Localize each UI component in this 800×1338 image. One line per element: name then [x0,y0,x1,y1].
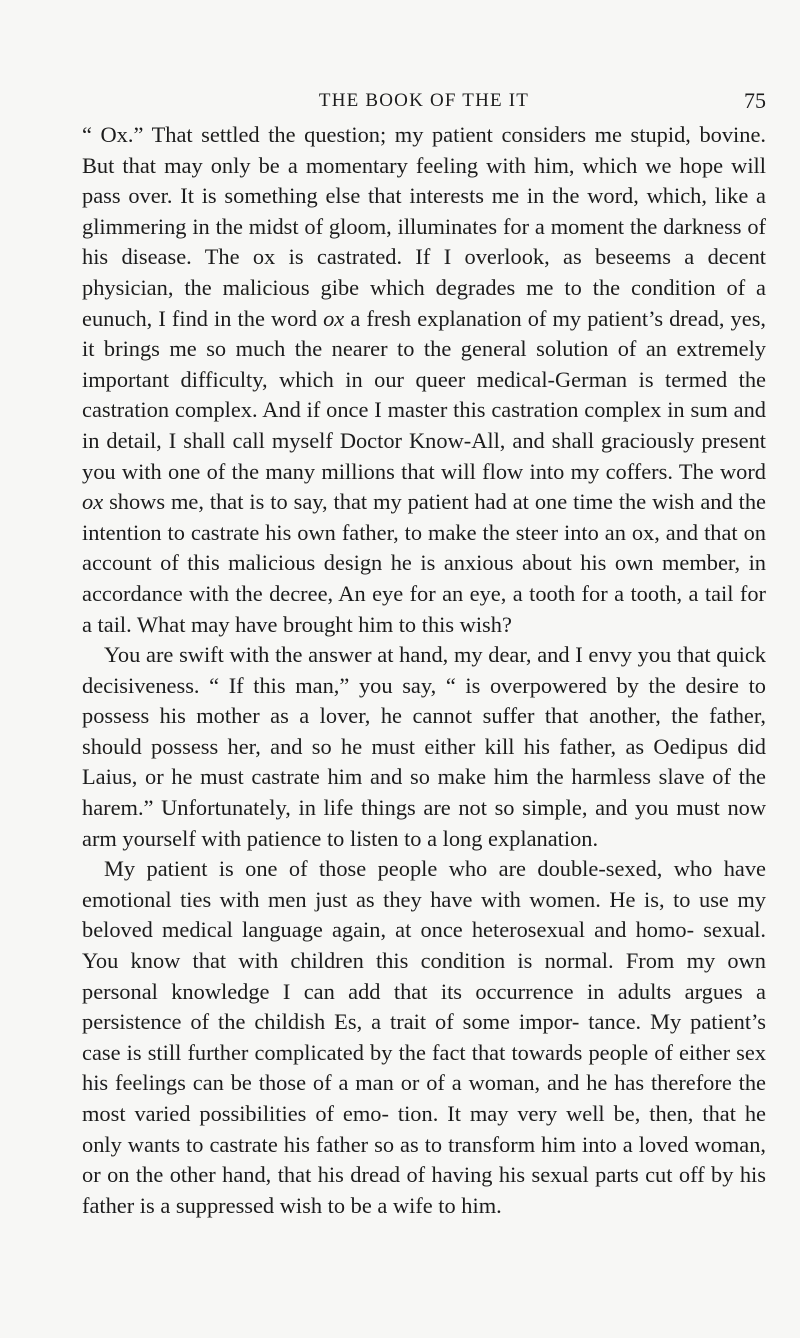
paragraph: My patient is one of those people who are double-sexed, who have emotional ties with men just as they have with women. He is, to use my beloved medical language again, at once heterosexual and homo- sexual. You know that with children this condition is normal. From my own personal knowledge I can add that its occurrence in adults argues a persistence of the childish Es, a trait of some impor- tance. My patient’s case is still further complicated by the fact that towards people of either sex his feelings can be those of a man or of a woman, and he has therefore the most varied possibilities of emo- tion. It may very well be, then, that he only wants to castrate his father so as to transform him into a loved woman, or on the other hand, that his dread of having his sexual parts cut off by his father is a suppressed wish to be a wife to him. [82,856,766,1218]
running-head-title: THE BOOK OF THE IT [318,90,530,111]
page-number: 75 [744,88,766,113]
running-head [82,86,766,116]
paragraph-text: a fresh explanation of my patient’s dread, yes, it brings me so much the nearer to the general solution of an extremely important difficulty, which in our queer medical-German is termed the castration complex. And if once I master this castration complex in sum and in detail, I shall call myself Doctor Know-All, and shall graciously present you with one of the many millions that will flow into my coffers. The word [82,305,767,484]
paragraph [82,120,766,640]
italic-word: ox [323,305,345,331]
body-text [82,120,766,1221]
paragraph-text: shows me, that is to say, that my patient had at one time the wish and the intention to castrate his own father, to make the steer into an ox, and that on account of this malicious design he is anxious about his own member, in accordance with the decree, An eye for an eye, a tooth for a tooth, a tail for a tail. What may have brought him to this wish? [82,489,766,637]
paragraph: You are swift with the answer at hand, my dear, and I envy you that quick decisiveness. “ If this man,” you say, “ is overpowered by the desire to possess his mother as a lover, he cannot suffer that another, the father, should possess her, and so he must either kill his father, as Oedipus did Laius, or he must castrate him and so make him the harmless slave of the harem.” Unfortunately, in life things are not so simple, and you must now arm yourself with patience to listen to a long explanation. [82,642,766,851]
italic-word: ox [82,489,104,515]
paragraph-text: “ Ox.” That settled the question; my patient considers me stupid, bovine. But that may only be a momentary feeling with him, which we hope will pass over. It is something else that interests me in the word, which, like a glimmering in the midst of gloom, illuminates for a moment the darkness of his disease. The ox is castrated. If I overlook, as beseems a decent physician, the malicious gibe which degrades me to the condition of a eunuch, I find in the word [82,122,766,331]
